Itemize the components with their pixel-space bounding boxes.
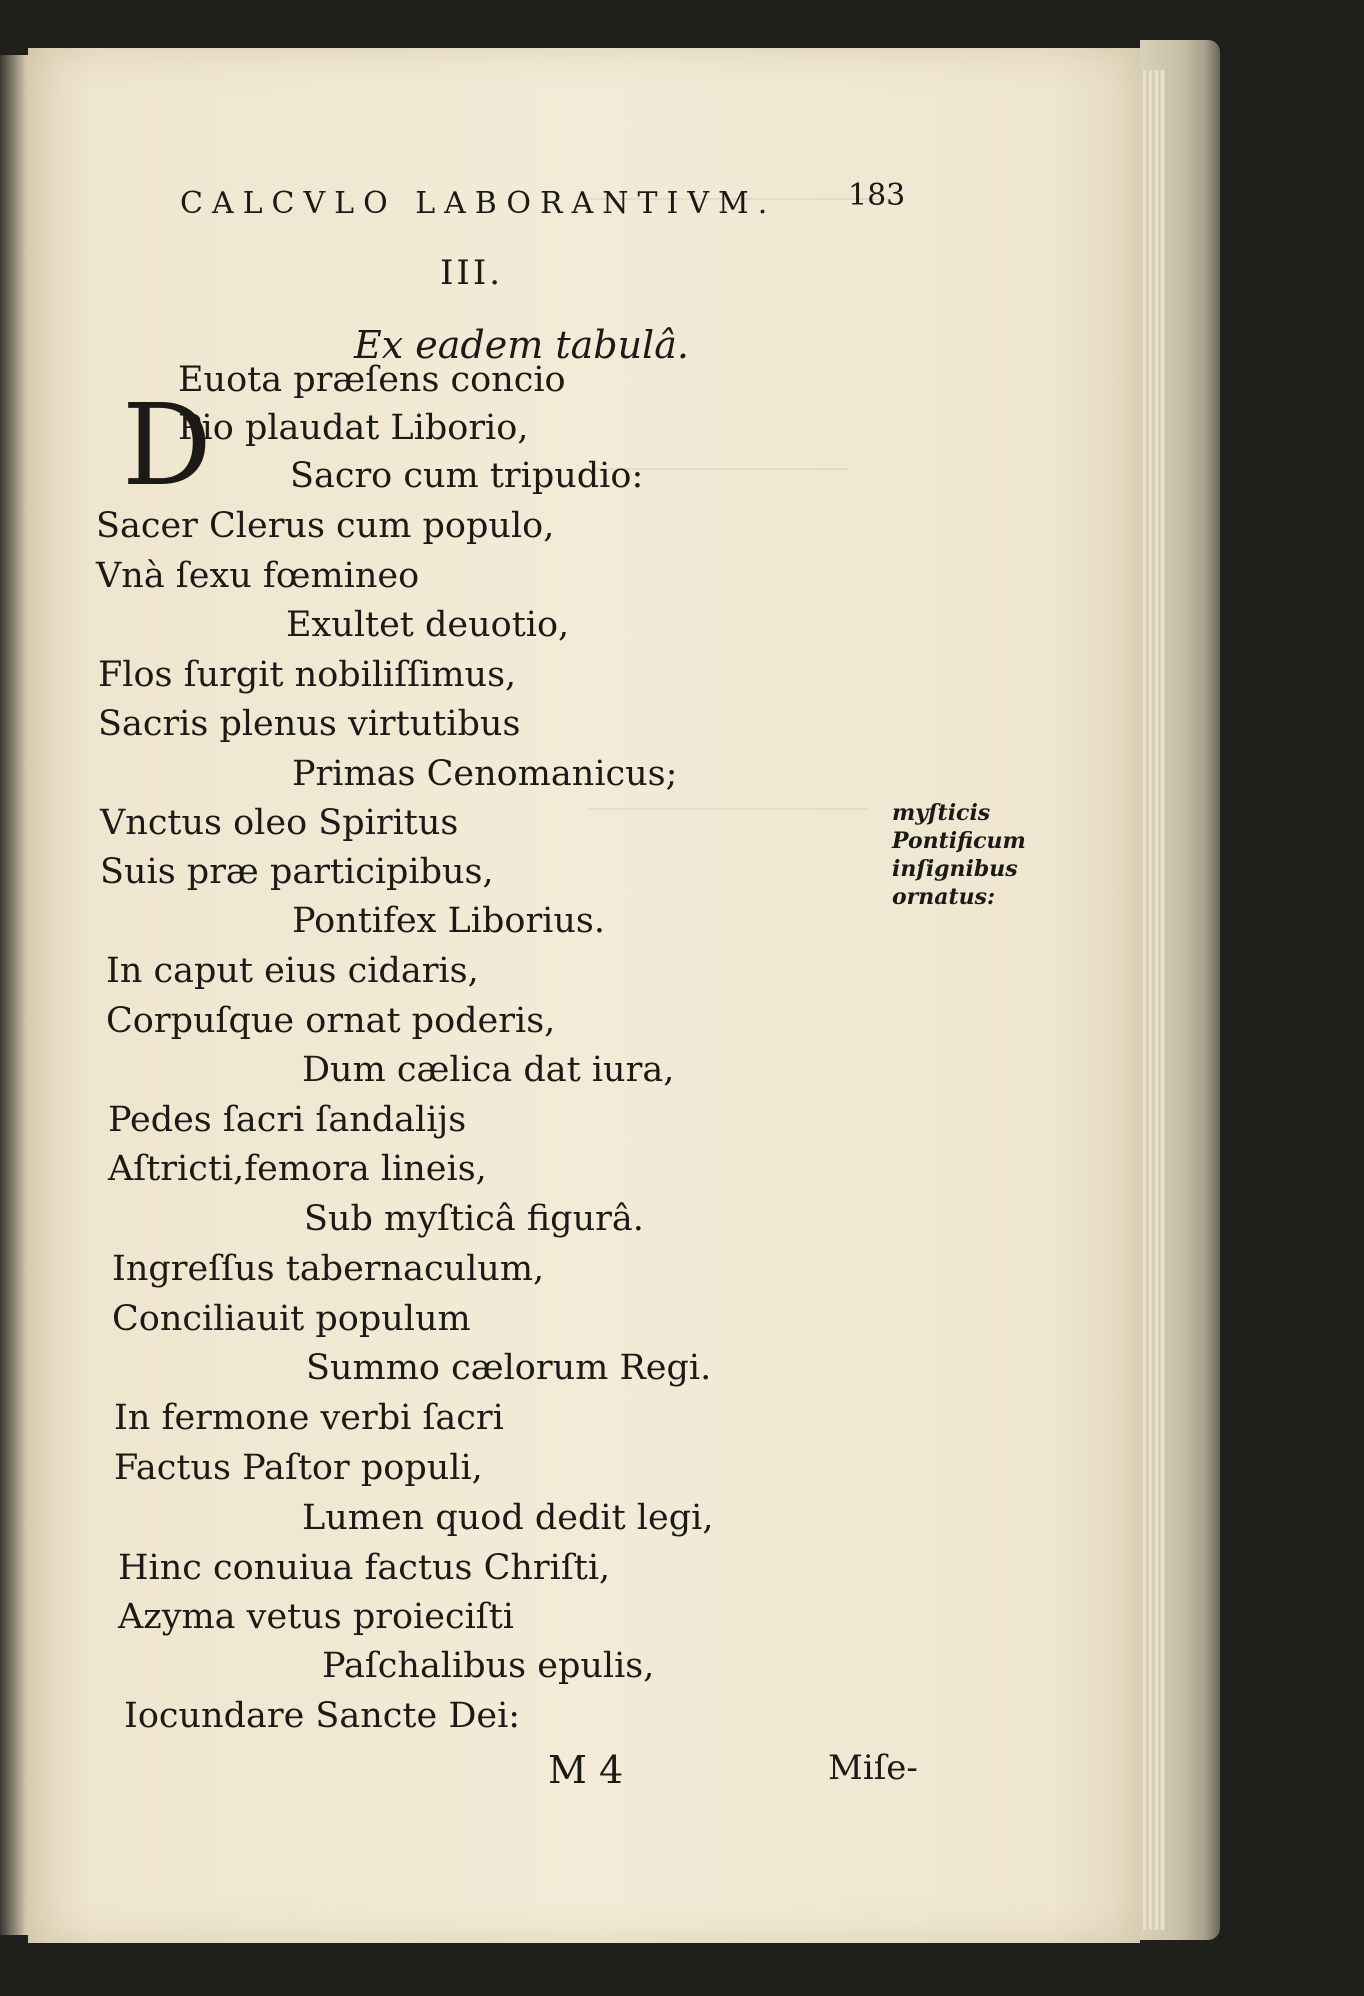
verse-line: Pedes ſacri ſandalijs	[108, 1100, 467, 1140]
verse-line: Factus Paſtor populi,	[114, 1448, 483, 1488]
verse-line: Azyma vetus proieciſti	[118, 1597, 514, 1637]
verse-line: Sacro cum tripudio:	[290, 456, 644, 496]
verse-line: Sacer Clerus cum populo,	[96, 506, 555, 546]
verse-line: Summo cælorum Regi.	[306, 1348, 712, 1388]
section-subtitle: Ex eadem tabulâ.	[354, 323, 689, 367]
verse-line: Aſtricti,femora lineis,	[108, 1149, 487, 1189]
verse-line: Dum cælica dat iura,	[302, 1050, 675, 1090]
show-through-mark	[588, 808, 868, 810]
verse-line: Iocundare Sancte Dei:	[124, 1696, 521, 1736]
verse-line: Sacris plenus virtutibus	[98, 704, 521, 744]
verse-line: Vnà ſexu fœmineo	[96, 556, 420, 596]
marginal-note-line: myſticis	[892, 800, 991, 826]
signature-mark: M 4	[548, 1748, 624, 1792]
verse-line: Conciliauit populum	[112, 1299, 471, 1339]
verse-line: Ingreſſus tabernaculum,	[112, 1249, 545, 1289]
verse-line: Vnctus oleo Spiritus	[100, 803, 459, 843]
book-page	[28, 48, 1140, 1943]
drop-initial: D	[122, 381, 212, 511]
running-head: CALCVLO LABORANTIVM.	[180, 186, 777, 221]
verse-line: In fermone verbi ſacri	[114, 1398, 504, 1438]
verse-line: Euota præſens concio	[178, 360, 566, 400]
verse-line: Hinc conuiua factus Chriſti,	[118, 1548, 611, 1588]
verse-line: Paſchalibus epulis,	[322, 1646, 655, 1686]
verse-line: Lumen quod dedit legi,	[302, 1498, 714, 1538]
verse-line: In caput eius cidaris,	[106, 951, 479, 991]
verse-line: Flos ſurgit nobiliſſimus,	[98, 655, 517, 695]
page-number: 183	[848, 178, 906, 213]
verse-line: Exultet deuotio,	[286, 605, 570, 645]
verse-line: Pio plaudat Liborio,	[178, 408, 529, 448]
marginal-note-line: inſignibus	[892, 856, 1018, 882]
section-number: III.	[440, 253, 504, 293]
marginal-note-line: ornatus:	[892, 884, 996, 910]
verse-line: Primas Cenomanicus;	[292, 754, 678, 794]
verse-line: Suis præ participibus,	[100, 852, 494, 892]
verse-line: Pontifex Liborius.	[292, 901, 606, 941]
verse-line: Corpuſque ornat poderis,	[106, 1001, 556, 1041]
marginal-note-line: Pontificum	[892, 828, 1026, 854]
catchword: Miſe-	[828, 1748, 918, 1788]
verse-line: Sub myſticâ figurâ.	[304, 1199, 644, 1239]
